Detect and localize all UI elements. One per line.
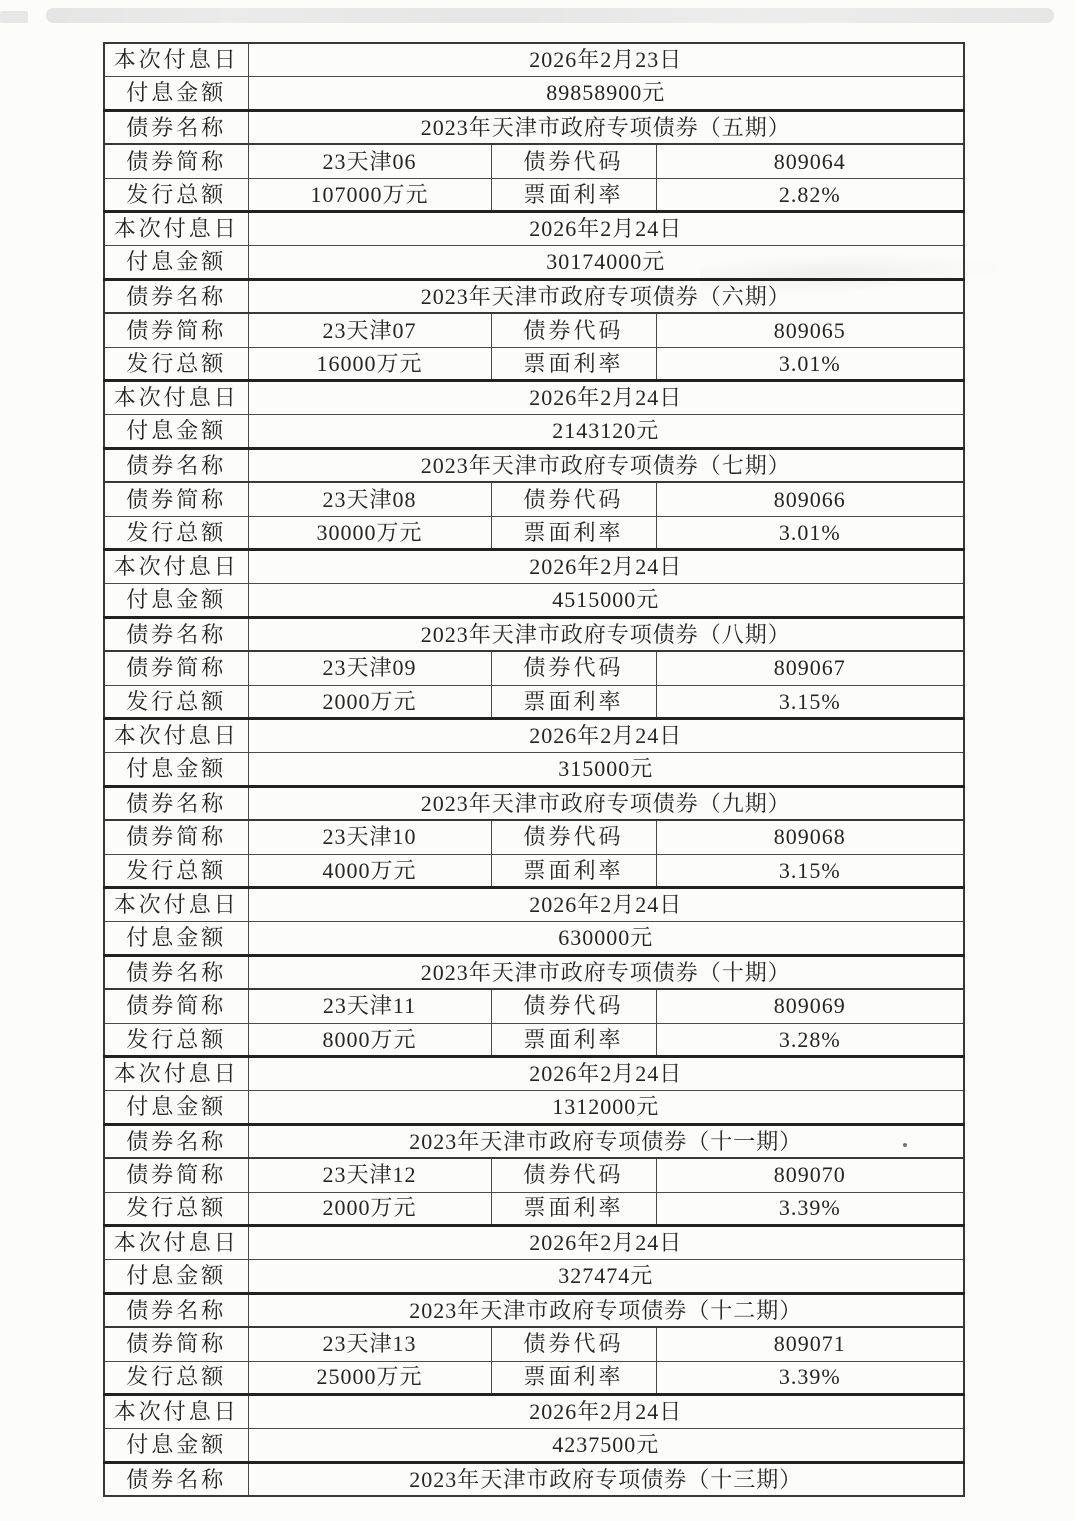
field-label-cell: 发行总额 [104,685,248,719]
table-row [104,43,964,77]
scan-artifact-band [46,8,1054,23]
field-value-cell: 2026年2月24日 [248,381,964,415]
field-value-cell: 2026年2月24日 [248,719,964,753]
field-value-cell: 2023年天津市政府专项债券（六期） [248,280,964,314]
field-value-cell: 2026年2月24日 [248,1057,964,1091]
field-value-cell: 809066 [656,482,964,516]
field-value-cell: 2143120元 [248,415,964,449]
field-value-cell: 8000万元 [248,1023,491,1057]
field-label-cell: 债券名称 [104,618,248,652]
field-label-cell: 票面利率 [491,178,656,212]
field-value-cell: 2023年天津市政府专项债券（十一期） [248,1125,964,1159]
table-row [104,1361,964,1395]
field-label-cell: 本次付息日 [104,43,248,77]
field-label-cell: 票面利率 [491,1192,656,1226]
table-row [104,956,964,990]
table-row [104,820,964,854]
table-row [104,111,964,145]
table-row [104,246,964,280]
field-label-cell: 债券简称 [104,651,248,685]
field-value-cell: 1312000元 [248,1091,964,1125]
field-label-cell: 债券代码 [491,651,656,685]
field-label-cell: 本次付息日 [104,1226,248,1260]
field-value-cell: 809068 [656,820,964,854]
field-label-cell: 债券名称 [104,280,248,314]
field-value-cell: 23天津07 [248,313,491,347]
field-value-cell: 809067 [656,651,964,685]
field-label-cell: 债券代码 [491,820,656,854]
field-value-cell: 89858900元 [248,77,964,111]
field-value-cell: 2026年2月24日 [248,888,964,922]
field-value-cell: 809064 [656,144,964,178]
table-row [104,888,964,922]
field-value-cell: 809069 [656,989,964,1023]
field-label-cell: 债券名称 [104,449,248,483]
field-value-cell: 107000万元 [248,178,491,212]
field-label-cell: 债券代码 [491,1327,656,1361]
table-row [104,449,964,483]
field-label-cell: 票面利率 [491,347,656,381]
table-row [104,1023,964,1057]
table-row [104,415,964,449]
field-label-cell: 债券名称 [104,1293,248,1327]
field-label-cell: 发行总额 [104,347,248,381]
field-label-cell: 发行总额 [104,1361,248,1395]
field-value-cell: 23天津13 [248,1327,491,1361]
field-label-cell: 债券简称 [104,313,248,347]
table-row [104,280,964,314]
field-value-cell: 2023年天津市政府专项债券（八期） [248,618,964,652]
field-value-cell: 3.39% [656,1361,964,1395]
field-value-cell: 4000万元 [248,854,491,888]
field-label-cell: 票面利率 [491,516,656,550]
field-label-cell: 债券代码 [491,989,656,1023]
field-value-cell: 23天津12 [248,1158,491,1192]
field-value-cell: 4237500元 [248,1429,964,1463]
field-value-cell: 2000万元 [248,1192,491,1226]
field-value-cell: 2026年2月24日 [248,1226,964,1260]
field-label-cell: 本次付息日 [104,888,248,922]
field-value-cell: 809065 [656,313,964,347]
bond-interest-table [103,42,965,1497]
field-label-cell: 票面利率 [491,854,656,888]
field-label-cell: 票面利率 [491,1023,656,1057]
table-row [104,482,964,516]
field-label-cell: 票面利率 [491,1361,656,1395]
field-value-cell: 2026年2月24日 [248,212,964,246]
field-value-cell: 23天津08 [248,482,491,516]
table-row [104,753,964,787]
table-row [104,144,964,178]
field-label-cell: 债券代码 [491,482,656,516]
field-label-cell: 债券代码 [491,1158,656,1192]
table-row [104,1125,964,1159]
field-label-cell: 发行总额 [104,516,248,550]
table-row [104,212,964,246]
scan-artifact-fragment [0,11,28,23]
table-row [104,1293,964,1327]
field-value-cell: 3.15% [656,685,964,719]
field-value-cell: 2023年天津市政府专项债券（五期） [248,111,964,145]
field-value-cell: 315000元 [248,753,964,787]
field-label-cell: 付息金额 [104,1260,248,1294]
table-row [104,719,964,753]
field-label-cell: 债券简称 [104,989,248,1023]
table-row [104,1057,964,1091]
field-value-cell: 30000万元 [248,516,491,550]
table-row [104,584,964,618]
table-row [104,516,964,550]
field-label-cell: 本次付息日 [104,1395,248,1429]
field-label-cell: 付息金额 [104,415,248,449]
field-label-cell: 本次付息日 [104,381,248,415]
table-row [104,1429,964,1463]
table-row [104,178,964,212]
field-value-cell: 4515000元 [248,584,964,618]
table-row [104,1091,964,1125]
table-row [104,1327,964,1361]
table-row [104,618,964,652]
field-label-cell: 债券代码 [491,313,656,347]
field-value-cell: 2000万元 [248,685,491,719]
field-label-cell: 发行总额 [104,1023,248,1057]
table-row [104,550,964,584]
field-value-cell: 2026年2月24日 [248,550,964,584]
field-label-cell: 发行总额 [104,178,248,212]
field-label-cell: 付息金额 [104,753,248,787]
field-value-cell: 809070 [656,1158,964,1192]
field-label-cell: 债券名称 [104,111,248,145]
field-label-cell: 本次付息日 [104,212,248,246]
table-row [104,347,964,381]
table-row [104,1395,964,1429]
field-value-cell: 23天津11 [248,989,491,1023]
field-label-cell: 付息金额 [104,246,248,280]
field-value-cell: 2.82% [656,178,964,212]
field-value-cell: 3.28% [656,1023,964,1057]
table-row [104,1226,964,1260]
field-label-cell: 发行总额 [104,854,248,888]
field-value-cell: 23天津10 [248,820,491,854]
field-label-cell: 发行总额 [104,1192,248,1226]
field-label-cell: 债券简称 [104,1158,248,1192]
field-label-cell: 债券名称 [104,956,248,990]
field-label-cell: 付息金额 [104,1091,248,1125]
field-value-cell: 23天津06 [248,144,491,178]
field-label-cell: 票面利率 [491,685,656,719]
field-value-cell: 30174000元 [248,246,964,280]
field-label-cell: 本次付息日 [104,550,248,584]
table-row [104,787,964,821]
table-row [104,381,964,415]
field-label-cell: 债券简称 [104,820,248,854]
table-row [104,1158,964,1192]
field-label-cell: 本次付息日 [104,1057,248,1091]
field-label-cell: 债券名称 [104,1125,248,1159]
table-row [104,685,964,719]
table-row [104,1260,964,1294]
table-row [104,922,964,956]
field-value-cell: 3.01% [656,516,964,550]
table-row [104,651,964,685]
field-value-cell: 3.15% [656,854,964,888]
field-value-cell: 3.01% [656,347,964,381]
field-label-cell: 债券简称 [104,1327,248,1361]
field-label-cell: 付息金额 [104,1429,248,1463]
field-label-cell: 付息金额 [104,584,248,618]
table-row [104,989,964,1023]
field-label-cell: 债券简称 [104,482,248,516]
field-value-cell: 25000万元 [248,1361,491,1395]
field-value-cell: 3.39% [656,1192,964,1226]
field-value-cell: 2026年2月24日 [248,1395,964,1429]
field-value-cell: 2023年天津市政府专项债券（十三期） [248,1462,964,1496]
bond-table-body [104,43,964,1496]
field-label-cell: 付息金额 [104,77,248,111]
table-row [104,77,964,111]
field-value-cell: 2023年天津市政府专项债券（十期） [248,956,964,990]
field-value-cell: 630000元 [248,922,964,956]
field-value-cell: 16000万元 [248,347,491,381]
field-value-cell: 2026年2月23日 [248,43,964,77]
field-label-cell: 债券代码 [491,144,656,178]
field-label-cell: 债券名称 [104,1462,248,1496]
table-row [104,854,964,888]
field-value-cell: 327474元 [248,1260,964,1294]
field-label-cell: 债券简称 [104,144,248,178]
field-label-cell: 债券名称 [104,787,248,821]
field-value-cell: 2023年天津市政府专项债券（九期） [248,787,964,821]
table-row [104,313,964,347]
field-value-cell: 2023年天津市政府专项债券（十二期） [248,1293,964,1327]
field-value-cell: 2023年天津市政府专项债券（七期） [248,449,964,483]
field-value-cell: 23天津09 [248,651,491,685]
table-row [104,1462,964,1496]
field-label-cell: 付息金额 [104,922,248,956]
field-label-cell: 本次付息日 [104,719,248,753]
field-value-cell: 809071 [656,1327,964,1361]
table-row [104,1192,964,1226]
